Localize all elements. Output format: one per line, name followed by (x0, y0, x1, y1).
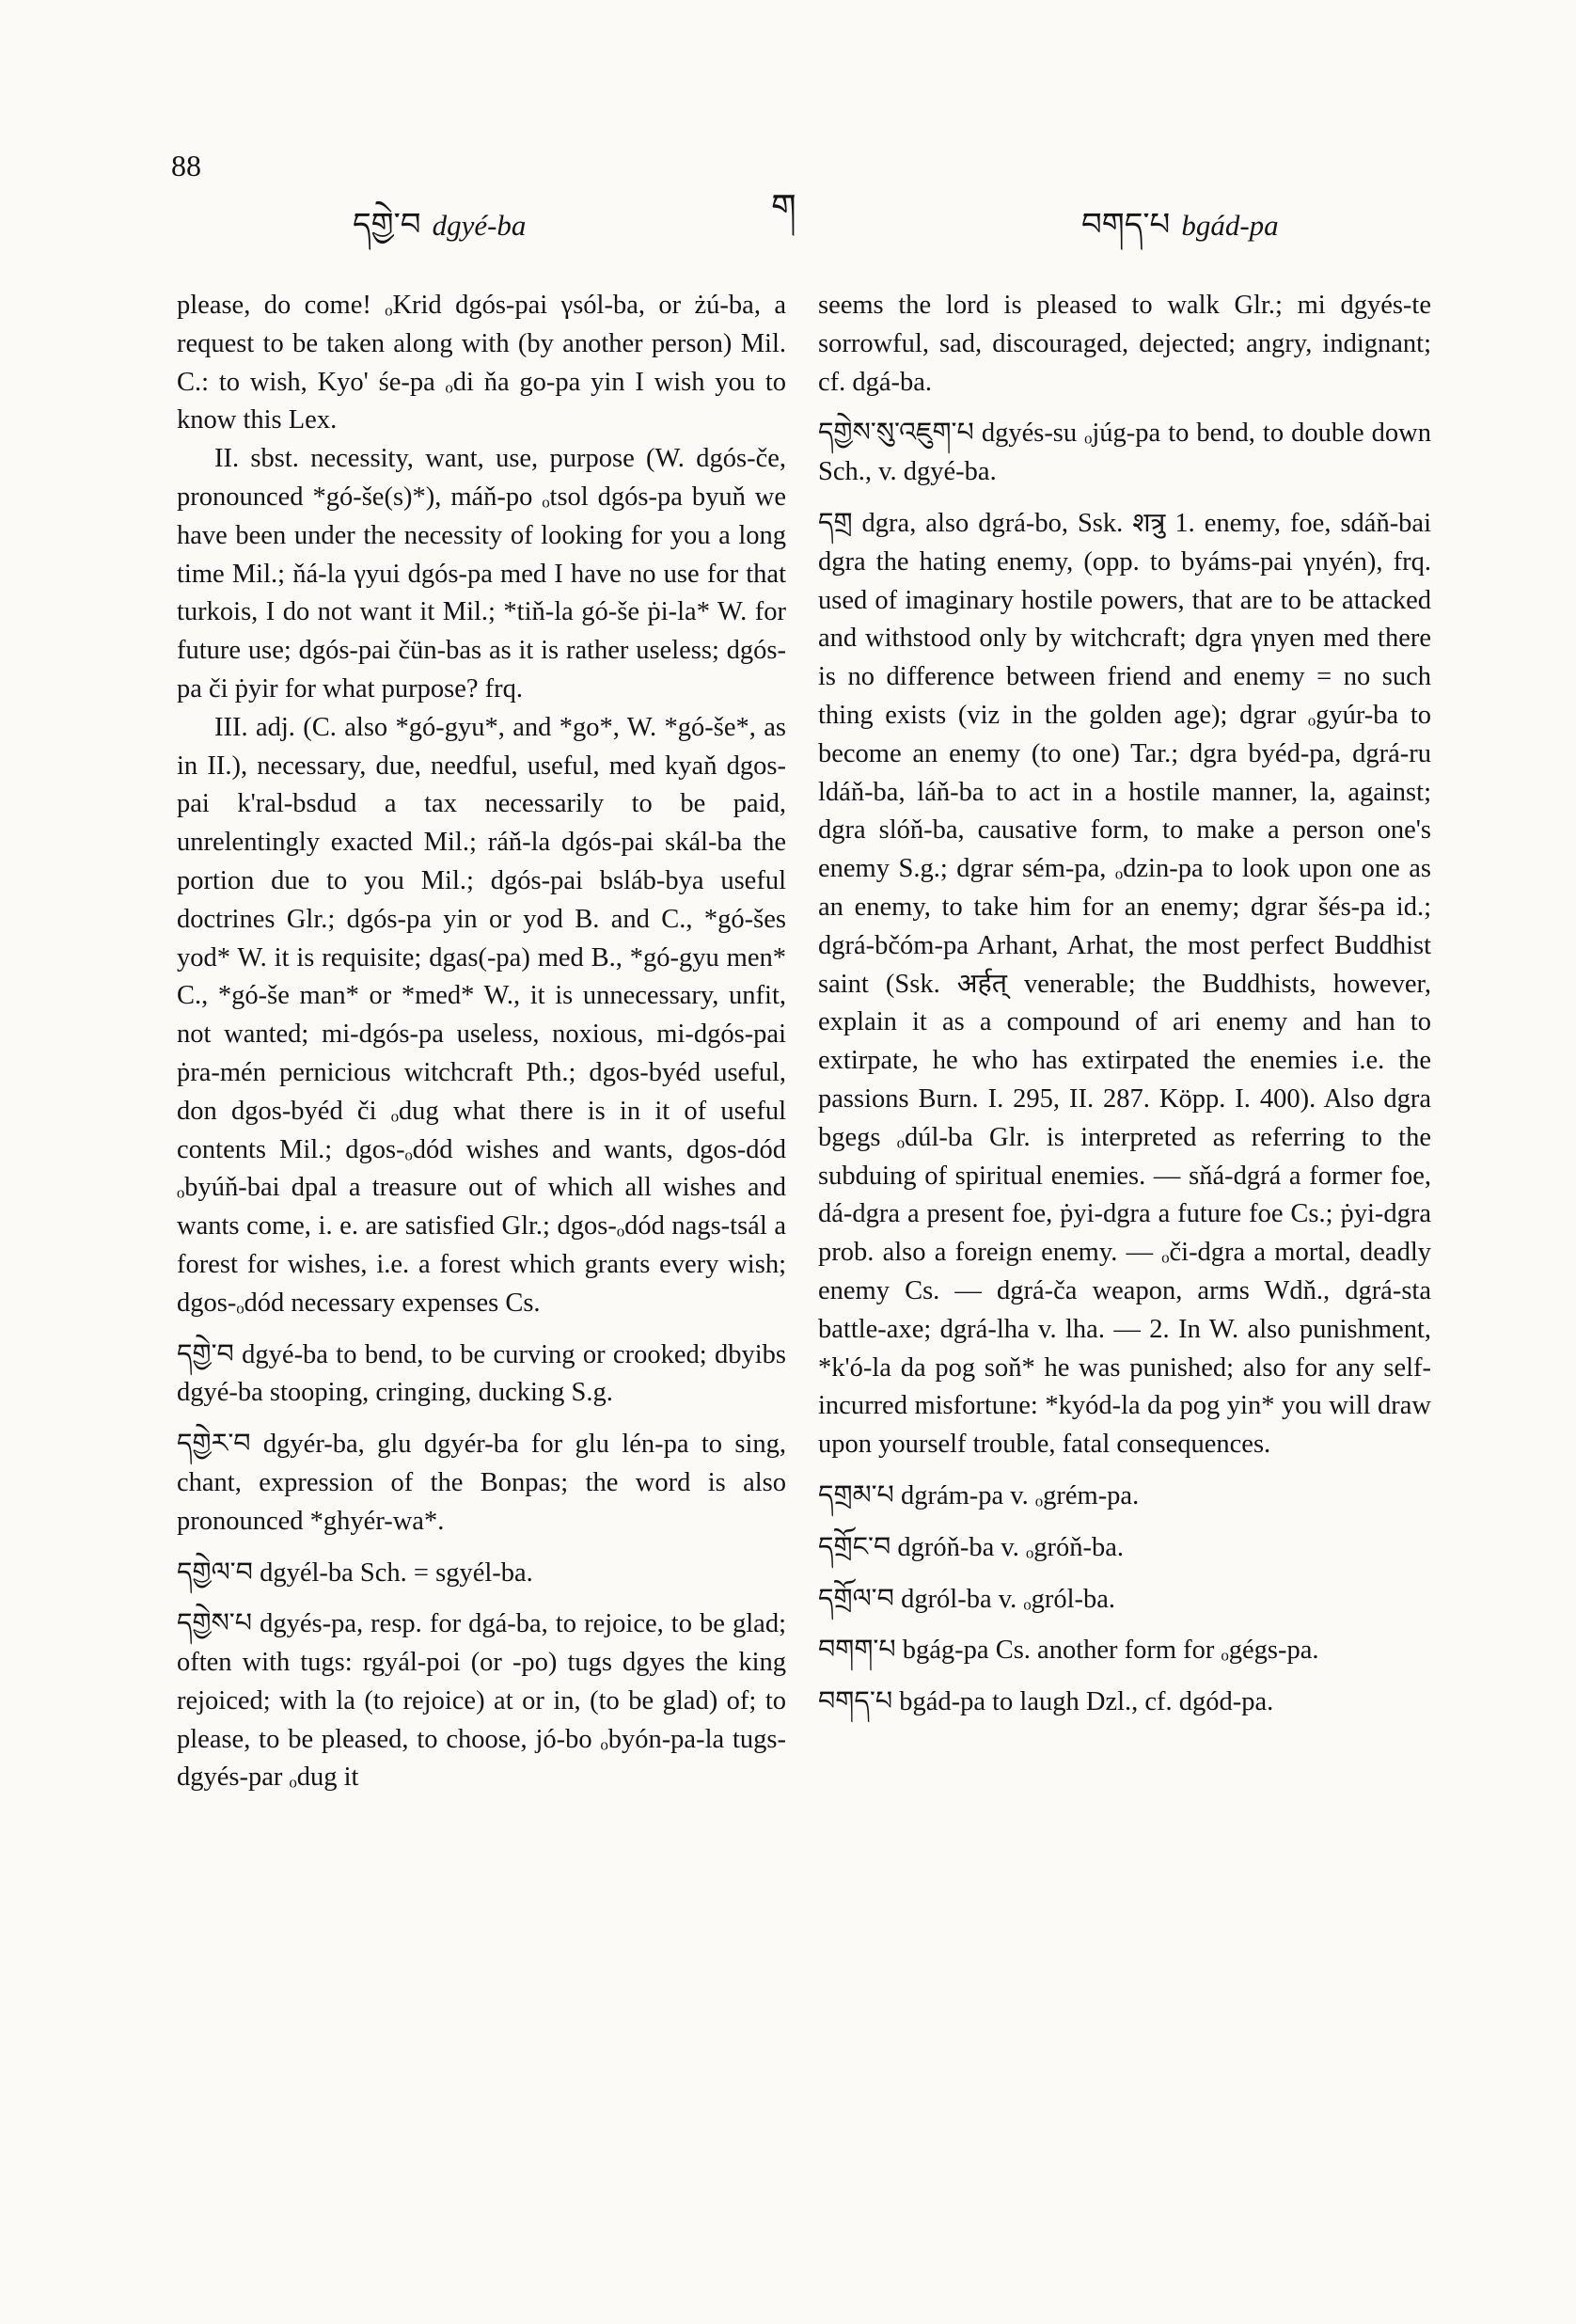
entry-dgyes-pa: དགྱེས་པ dgyés-pa, resp. for dgá-ba, to rejoice, to be glad; often with tugs: rgyál-poi (or -po) tugs dgyes the king rejoiced; with la (to rejoice) at or in, (to be glad) of; to please, to be pleased, to choose, jó-bo ₒbyón-pa-la tugs-dgyés-par ₒdug it (177, 1609, 786, 1793)
entry-paragraph: III. adj. (C. also *gó-gyu*, and *go*, W. *gó-še*, as in II.), necessary, due, needful, useful, med kyaň dgos-pai k'ral-bsdud a tax necessarily to be paid, unrelentingly exacted Mil.; ráň-la dgós-pai skál-ba the portion due to you Mil.; dgós-pai bsláb-bya useful doctrines Glr.; dgós-pa yin or yod B. and C., *gó-šes yod* W. it is requisite; dgas(-pa) med B., *gó-gyu men* C., *gó-še man* or *med* W., it is unnecessary, unfit, not wanted; mi-dgós-pa useless, noxious, mi-dgós-pai ṗra-mén pernicious witchcraft Pth.; dgos-byéd useful, don dgos-byéd či ₒdug what there is in it of useful contents Mil.; dgos-ₒdód wishes and wants, dgos-dód ₒbyúň-bai dpal a treasure out of which all wishes and wants come, i. e. are satisfied Glr.; dgos-ₒdód nags-tsál a forest for wishes, i.e. a forest which grants every wish; dgos-ₒdód necessary expenses Cs. (177, 712, 786, 1318)
entry-paragraph: II. sbst. necessity, want, use, purpose (W. dgós-če, pronounced *gó-še(s)*), máň-po ₒtsol dgós-pa byuň we have been under the necessity of looking for you a long time Mil.; ňá-la γyui dgós-pa med I have no use for that turkois, I do not want it Mil.; *tiň-la gó-še ṗi-la* W. for future use; dgós-pai čün-bas as it is rather useless; dgós-pa či ṗyir for what purpose? frq. (177, 444, 786, 704)
entry-dgyer-ba: དགྱེར་བ dgyér-ba, glu dgyér-ba for glu lén-pa to sing, chant, expression of the Bonpas; the word is also pronounced *ghyér-wa*. (177, 1430, 786, 1536)
entry-bgad-pa: བགད་པ bgád-pa to laugh Dzl., cf. dgód-pa. (818, 1687, 1274, 1717)
header-right-tibetan: བགད་པ (1081, 206, 1171, 244)
entry-dgyel-ba: དགྱེལ་བ dgyél-ba Sch. = sgyél-ba. (177, 1557, 533, 1588)
entry-paragraph: please, do come! ₒKrid dgós-pai γsól-ba, or żú-ba, a request to be taken along with (by another person) Mil. C.: to wish, Kyo' śe-pa ₒdi ňa go-pa yin I wish you to know this Lex. (177, 291, 786, 435)
right-column (818, 287, 1431, 1722)
header-right (1081, 188, 1279, 278)
entry-dgram-pa: དགྲམ་པ dgrám-pa v. ₒgrém-pa. (818, 1480, 1140, 1510)
entry-paragraph: seems the lord is pleased to walk Glr.; mi dgyés-te sorrowful, sad, discouraged, dejected; angry, indignant; cf. dgá-ba. (818, 291, 1431, 397)
entry-dgyes-su-jug-pa: དགྱེས་སུ་འཇུག་པ dgyés-su ₒjúg-pa to bend, to double down Sch., v. dgyé-ba. (818, 419, 1431, 487)
header-center-letter: ག (771, 186, 796, 228)
entry-bgag-pa: བགག་པ bgág-pa Cs. another form for ₒgégs-pa. (818, 1636, 1319, 1666)
entry-dgrol-ba: དགྲོལ་བ dgról-ba v. ₒgról-ba. (818, 1584, 1116, 1614)
header-right-translit: bgád-pa (1181, 209, 1279, 242)
header-left-tibetan: དགྱེ་བ (353, 206, 421, 244)
entry-dgye-ba: དགྱེ་བ dgyé-ba to bend, to be curving or crooked; dbyibs dgyé-ba stooping, cringing, ducking S.g. (177, 1339, 786, 1408)
entry-dgron-ba: དགྲོང་བ dgróň-ba v. ₒgróň-ba. (818, 1532, 1125, 1562)
left-column (177, 287, 786, 1797)
entry-dgra: དགྲ dgra, also dgrá-bo, Ssk. शत्रु 1. enemy, foe, sdáň-bai dgra the hating enemy, (opp. to byáms-pai γnyén), frq. used of imaginary hostile powers, that are to be attacked and withstood only by witchcraft; dgra γnyen med there is no difference between friend and enemy = no such thing exists (viz in the golden age); dgrar ₒgyúr-ba to become an enemy (to one) Tar.; dgra byéd-pa, dgrá-ru ldáň-ba, láň-ba to act in a hostile manner, la, against; dgra slóň-ba, causative form, to make a person one's enemy S.g.; dgrar sém-pa, ₒdzin-pa to look upon one as an enemy, to take him for an enemy; dgrar šés-pa id.; dgrá-bčóm-pa Arhant, Arhat, the most perfect Buddhist saint (Ssk. अर्हत् venerable; the Buddhists, however, explain it as a compound of ari enemy and han to extirpate, he who has extirpated the enemies i.e. the passions Burn. I. 295, II. 287. Köpp. I. 400). Also dgra bgegs ₒdúl-ba Glr. is interpreted as referring to the subduing of spiritual enemies. — sňá-dgrá a former foe, dá-dgra a present foe, ṗyi-dgra a future foe Cs.; ṗyi-dgra prob. also a foreign enemy. — ₒči-dgra a mortal, deadly enemy Cs. — dgrá-ča weapon, arms Wdň., dgrá-sta battle-axe; dgrá-lha v. lha. — 2. In W. also punishment, *k'ó-la da pog soň* he was punished; also for any self-incurred misfortune: *kyód-la da pog yin* you will draw upon yourself trouble, fatal consequences. (818, 508, 1431, 1460)
page-number: 88 (171, 149, 201, 182)
header-left (353, 188, 526, 278)
header-left-translit: dgyé-ba (432, 209, 527, 242)
